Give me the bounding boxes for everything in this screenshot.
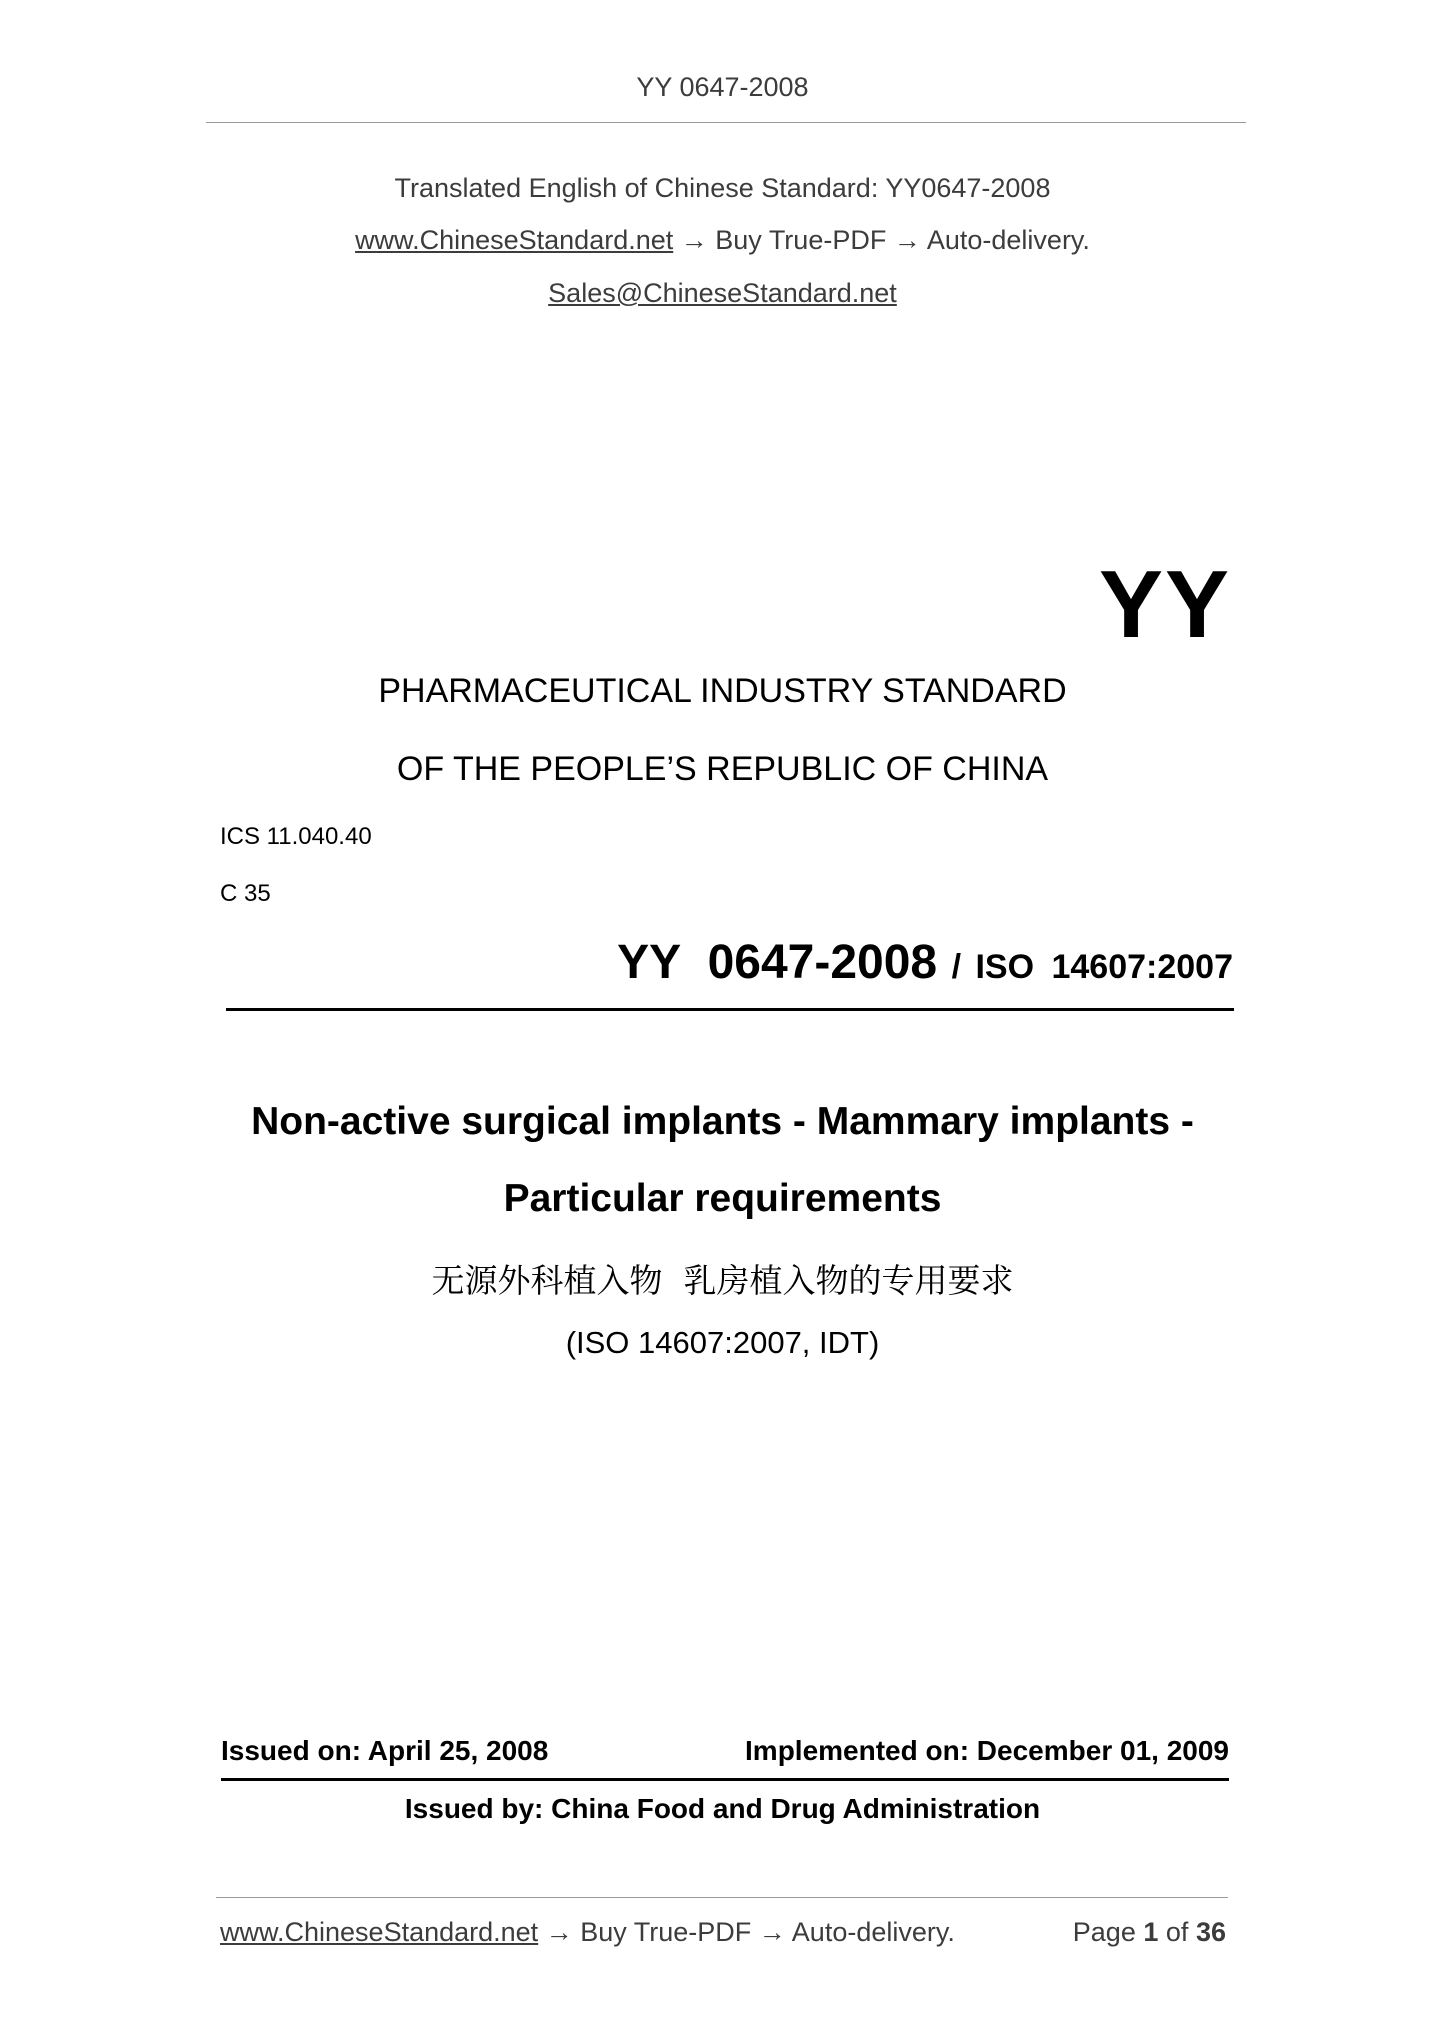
page-label: Page	[1072, 1917, 1136, 1947]
implemented-on-date: Implemented on: December 01, 2009	[745, 1735, 1229, 1766]
footer-site-link[interactable]: www.ChineseStandard.net	[220, 1917, 539, 1947]
ics-code: ICS 11.040.40	[220, 823, 372, 850]
ccs-code: C 35	[220, 880, 271, 907]
standard-separator: /	[951, 948, 962, 986]
standard-category-line-1: PHARMACEUTICAL INDUSTRY STANDARD	[378, 672, 1067, 710]
arrow-right-icon: →	[758, 1917, 786, 1947]
page-of-label: of	[1165, 1917, 1189, 1947]
standard-number-text: YY 0647-2008	[617, 936, 938, 989]
page-total: 36	[1195, 1917, 1226, 1947]
adopted-standard-number: ISO 14607:2007	[975, 948, 1233, 986]
footer-site-line	[220, 1917, 955, 1948]
arrow-right-icon: →	[680, 225, 708, 255]
document-title-line-2: Particular requirements	[503, 1177, 942, 1220]
page-current: 1	[1143, 1917, 1159, 1947]
arrow-right-icon: →	[545, 1917, 573, 1947]
document-title-line-1: Non-active surgical implants - Mammary implants -	[251, 1100, 1194, 1143]
standard-mark: YY	[1098, 551, 1231, 658]
footer-delivery-text: Auto-delivery.	[791, 1917, 955, 1947]
footer-buy-text: Buy True-PDF	[580, 1917, 752, 1947]
site-line	[0, 225, 1445, 256]
email-link[interactable]: Sales@ChineseStandard.net	[548, 278, 897, 308]
arrow-right-icon: →	[893, 225, 921, 255]
page-indicator	[1073, 1917, 1226, 1948]
delivery-text: Auto-delivery.	[926, 225, 1090, 255]
translated-line: Translated English of Chinese Standard: YY0647-2008	[394, 173, 1051, 203]
buy-text: Buy True-PDF	[715, 225, 887, 255]
issued-on-date: Issued on: April 25, 2008	[221, 1735, 549, 1766]
document-title-chinese: 无源外科植入物 乳房植入物的专用要求	[431, 1261, 1014, 1300]
standard-number	[617, 935, 1233, 990]
footer-divider	[216, 1897, 1228, 1898]
adoption-note: (ISO 14607:2007, IDT)	[565, 1325, 880, 1360]
issuing-authority: Issued by: China Food and Drug Administration	[404, 1793, 1041, 1824]
running-header: YY 0647-2008	[636, 72, 809, 102]
standard-category-line-2: OF THE PEOPLE’S REPUBLIC OF CHINA	[396, 750, 1049, 788]
email-line	[0, 278, 1445, 309]
standard-number-rule	[226, 1008, 1234, 1011]
header-divider	[206, 122, 1246, 123]
issue-date-rule	[221, 1778, 1229, 1781]
site-link[interactable]: www.ChineseStandard.net	[355, 225, 674, 255]
